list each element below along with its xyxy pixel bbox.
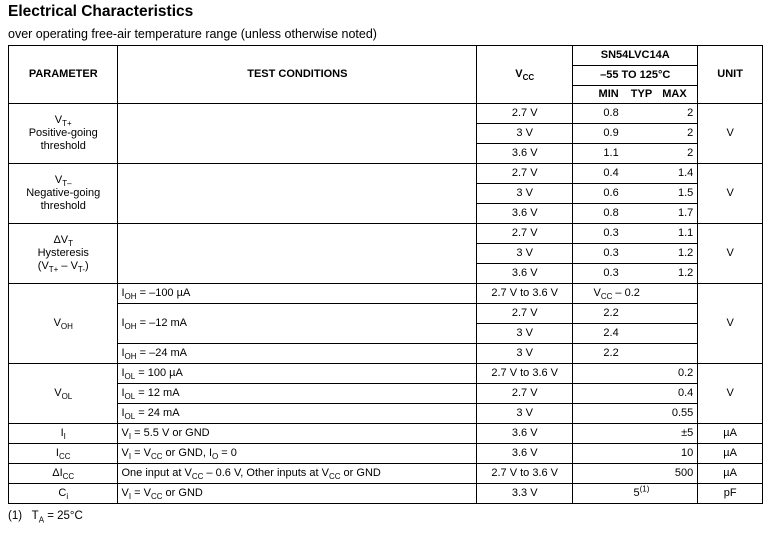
unit-cell: µA <box>698 424 763 444</box>
typ-cell <box>623 144 661 164</box>
param-vol: $V_{OL}$ <box>9 364 118 424</box>
header-parameter: PARAMETER <box>9 46 118 104</box>
vcc-cell: 3 V <box>477 244 573 264</box>
electrical-characteristics-table <box>8 45 763 504</box>
max-cell <box>660 304 698 324</box>
typ-cell <box>623 344 661 364</box>
test-conditions-cell: $I_{OL} = 24$ mA <box>118 404 477 424</box>
min-cell <box>573 384 623 404</box>
footnote-text: $T_A = 25^\circ C$ <box>31 510 83 525</box>
typ-cell <box>623 164 661 184</box>
header-max: MAX <box>660 86 698 104</box>
max-cell: 0.4 <box>660 384 698 404</box>
test-conditions-cell <box>118 224 477 284</box>
typ-cell <box>623 304 661 324</box>
max-cell: 1.1 <box>660 224 698 244</box>
max-cell: 2 <box>660 144 698 164</box>
vcc-cell: 3 V <box>477 324 573 344</box>
max-cell: 1.4 <box>660 164 698 184</box>
test-conditions-cell: One input at $V_{CC} - 0.6$ V, Other inputs at $V_{CC}$ or GND <box>118 464 477 484</box>
max-cell: 1.2 <box>660 264 698 284</box>
header-min: MIN <box>573 86 623 104</box>
vcc-cell: 3 V <box>477 184 573 204</box>
min-cell <box>573 464 623 484</box>
typ-cell <box>623 444 661 464</box>
vcc-cell: 3 V <box>477 344 573 364</box>
max-cell: 1.7 <box>660 204 698 224</box>
test-conditions-cell: $I_{OL} = 100$ µA <box>118 364 477 384</box>
typ-cell <box>623 324 661 344</box>
page-title: Electrical Characteristics <box>8 3 194 20</box>
min-cell: 0.8 <box>573 204 623 224</box>
min-cell: 0.3 <box>573 264 623 284</box>
max-cell: ±5 <box>660 424 698 444</box>
test-conditions-cell: $I_{OL} = 12$ mA <box>118 384 477 404</box>
param-voh: $V_{OH}$ <box>9 284 118 364</box>
typ-cell <box>623 264 661 284</box>
header-typ: TYP <box>623 86 661 104</box>
unit-cell: V <box>698 104 763 164</box>
footnote-marker: (1) <box>8 510 23 522</box>
test-conditions-cell: $V_I = V_{CC}$ or GND, $I_O = 0$ <box>118 444 477 464</box>
footnote <box>8 510 83 525</box>
table-row <box>9 104 763 124</box>
vcc-cell: 3.6 V <box>477 264 573 284</box>
table-row <box>9 384 763 404</box>
table-row <box>9 424 763 444</box>
vcc-cell: 2.7 V <box>477 224 573 244</box>
vcc-cell: 2.7 V <box>477 304 573 324</box>
table-row <box>9 164 763 184</box>
typ-cell <box>623 204 661 224</box>
vcc-cell: 3.6 V <box>477 144 573 164</box>
typ-cell <box>623 104 661 124</box>
param-vt-minus: $V_{T-}$ Negative-going threshold <box>9 164 118 224</box>
unit-cell: µA <box>698 464 763 484</box>
unit-cell: V <box>698 164 763 224</box>
typ-cell <box>623 424 661 444</box>
min-cell: 0.3 <box>573 244 623 264</box>
table-row <box>9 344 763 364</box>
vcc-cell: 3.6 V <box>477 204 573 224</box>
vcc-cell: 3 V <box>477 404 573 424</box>
typ-cell <box>623 244 661 264</box>
min-cell: 2.2 <box>573 304 623 324</box>
test-conditions-cell: $V_I = 5.5$ V or GND <box>118 424 477 444</box>
unit-cell: V <box>698 284 763 364</box>
test-conditions-cell: $I_{OH} = -24$ mA <box>118 344 477 364</box>
table-row <box>9 284 763 304</box>
max-cell <box>660 344 698 364</box>
param-icc: $I_{CC}$ <box>9 444 118 464</box>
table-row <box>9 404 763 424</box>
typ-cell <box>623 364 661 384</box>
max-cell: 0.55 <box>660 404 698 424</box>
min-cell <box>573 444 623 464</box>
typ-cell <box>623 384 661 404</box>
param-delta-vt: $\Delta V_T$ Hysteresis $(V_{T+} - V_{T-})$ <box>9 224 118 284</box>
vcc-cell: 2.7 V to 3.6 V <box>477 464 573 484</box>
max-cell <box>660 284 698 304</box>
min-cell <box>573 484 623 504</box>
page-subtitle: over operating free-air temperature range (unless otherwise noted) <box>8 27 377 41</box>
min-cell: 1.1 <box>573 144 623 164</box>
vcc-cell: 2.7 V <box>477 104 573 124</box>
unit-cell: V <box>698 224 763 284</box>
test-conditions-cell: $I_{OH} = -100$ µA <box>118 284 477 304</box>
min-cell: 0.9 <box>573 124 623 144</box>
min-cell: 0.8 <box>573 104 623 124</box>
header-row <box>9 46 763 66</box>
header-device: SN54LVC14A <box>573 46 698 66</box>
max-cell: 0.2 <box>660 364 698 384</box>
vcc-cell: 3 V <box>477 124 573 144</box>
min-cell: 0.6 <box>573 184 623 204</box>
max-cell <box>660 324 698 344</box>
typ-cell: 5$^{(1)}$ <box>623 484 661 504</box>
header-test-conditions: TEST CONDITIONS <box>118 46 477 104</box>
vcc-cell: 3.3 V <box>477 484 573 504</box>
table-row <box>9 464 763 484</box>
table-row <box>9 444 763 464</box>
test-conditions-cell: $I_{OH} = -12$ mA <box>118 304 477 344</box>
table-row <box>9 364 763 384</box>
test-conditions-cell: $V_I = V_{CC}$ or GND <box>118 484 477 504</box>
table-row <box>9 484 763 504</box>
param-vt-plus: $V_{T+}$ Positive-going threshold <box>9 104 118 164</box>
table-row <box>9 304 763 324</box>
param-ii: $I_I$ <box>9 424 118 444</box>
min-cell: $V_{CC} - 0.2$ <box>573 284 661 304</box>
unit-cell: pF <box>698 484 763 504</box>
vcc-cell: 2.7 V to 3.6 V <box>477 284 573 304</box>
max-cell: 1.2 <box>660 244 698 264</box>
min-cell: 2.4 <box>573 324 623 344</box>
max-cell <box>660 484 698 504</box>
vcc-cell: 2.7 V <box>477 384 573 404</box>
typ-cell <box>623 184 661 204</box>
vcc-cell: 2.7 V <box>477 164 573 184</box>
param-ci: $C_i$ <box>9 484 118 504</box>
typ-cell <box>623 464 661 484</box>
vcc-cell: 2.7 V to 3.6 V <box>477 364 573 384</box>
header-unit: UNIT <box>698 46 763 104</box>
max-cell: 500 <box>660 464 698 484</box>
min-cell: 0.4 <box>573 164 623 184</box>
test-conditions-cell <box>118 164 477 224</box>
typ-cell <box>623 124 661 144</box>
min-cell <box>573 404 623 424</box>
typ-cell <box>623 404 661 424</box>
unit-cell: V <box>698 364 763 424</box>
unit-cell: µA <box>698 444 763 464</box>
max-cell: 2 <box>660 124 698 144</box>
header-vcc: $V_{CC}$ <box>477 46 573 104</box>
min-cell: 2.2 <box>573 344 623 364</box>
max-cell: 1.5 <box>660 184 698 204</box>
min-cell <box>573 364 623 384</box>
vcc-cell: 3.6 V <box>477 424 573 444</box>
vcc-cell: 3.6 V <box>477 444 573 464</box>
header-temp-range: –55 TO 125°C <box>573 66 698 86</box>
max-cell: 10 <box>660 444 698 464</box>
min-cell: 0.3 <box>573 224 623 244</box>
table-row <box>9 224 763 244</box>
param-delta-icc: $\Delta I_{CC}$ <box>9 464 118 484</box>
min-cell <box>573 424 623 444</box>
test-conditions-cell <box>118 104 477 164</box>
max-cell: 2 <box>660 104 698 124</box>
typ-cell <box>623 224 661 244</box>
